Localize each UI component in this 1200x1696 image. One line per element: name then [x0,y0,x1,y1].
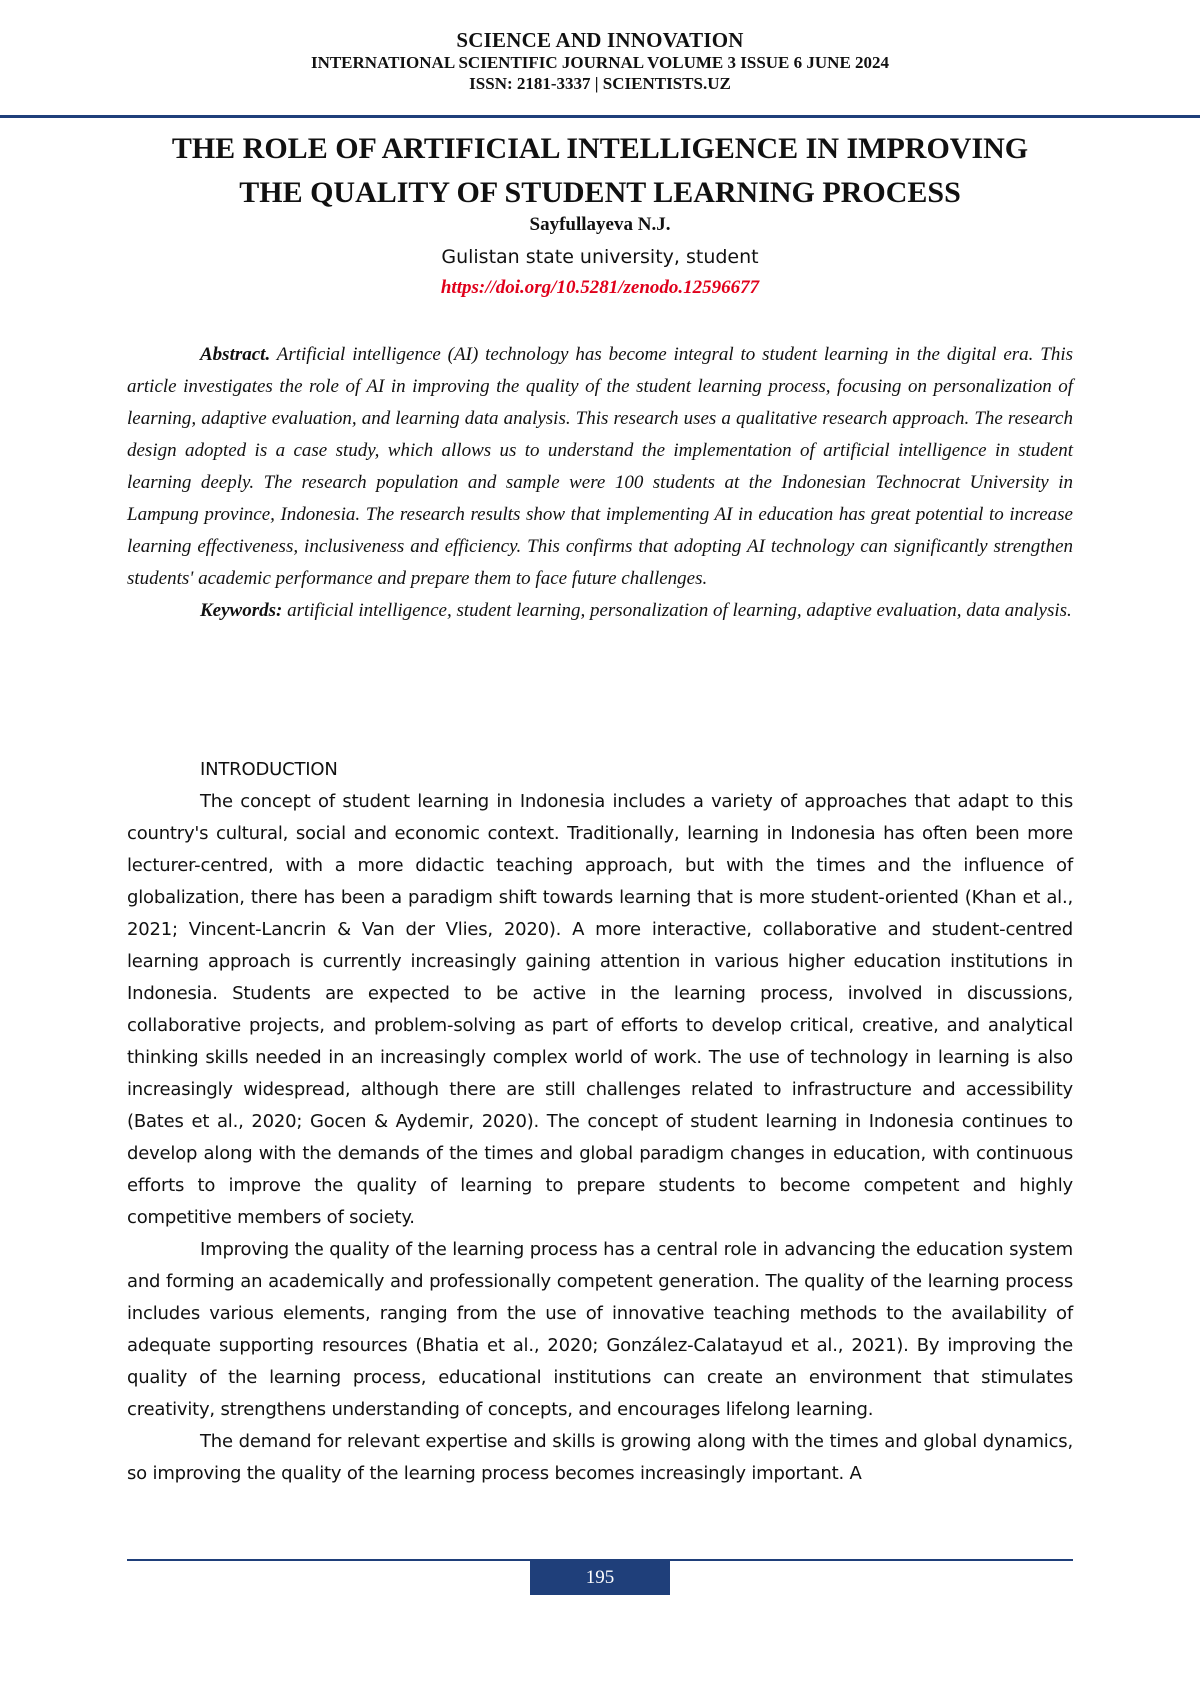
page-number: 195 [530,1561,670,1595]
author-name: Sayfullayeva N.J. [529,214,671,235]
journal-name: SCIENCE AND INNOVATION [456,28,744,52]
journal-issue: INTERNATIONAL SCIENTIFIC JOURNAL VOLUME 3 ISSUE 6 JUNE 2024 [310,53,890,72]
abstract-section [127,339,1073,627]
introduction-section [127,754,1073,1490]
abstract-text: Artificial intelligence (AI) technology has become integral to student learning in the digital era. This article investigates the role of AI in improving the quality of the student learning process, focusing on personalization of learning, adaptive evaluation, and learning data analysis. This research uses a qualitative research approach. The research design adopted is a case study, which allows us to understand the implementation of artificial intelligence in student learning deeply. The research population and sample were 100 students at the Indonesian Technocrat University in Lampung province, Indonesia. The research results show that implementing AI in education has great potential to increase learning effectiveness, inclusiveness and efficiency. This confirms that adopting AI technology can significantly strengthen students' academic performance and prepare them to face future challenges. [127,344,1073,589]
intro-paragraph-3: The demand for relevant expertise and skills is growing along with the times and global dynamics, so improving the quality of the learning process becomes increasingly important. A [127,1431,1073,1484]
abstract-paragraph [127,339,1073,595]
keywords-paragraph [127,595,1073,627]
article-title [0,127,1200,215]
journal-header [0,28,1200,94]
title-line-1: THE ROLE OF ARTIFICIAL INTELLIGENCE IN IMPROVING [171,132,1029,165]
intro-paragraph-2: Improving the quality of the learning process has a central role in advancing the education system and forming an academically and professionally competent generation. The quality of the learning process includes various elements, ranging from the use of innovative teaching methods to the availability of adequate supporting resources (Bhatia et al., 2020; González-Calatayud et al., 2021). By improving the quality of the learning process, educational institutions can create an environment that stimulates creativity, strengthens understanding of concepts, and encourages lifelong learning. [127,1239,1073,1420]
abstract-label: Abstract. [200,344,271,365]
doi-link[interactable]: https://doi.org/10.5281/zenodo.12596677 [440,277,760,298]
title-line-2: THE QUALITY OF STUDENT LEARNING PROCESS [239,176,961,209]
intro-paragraph-1: The concept of student learning in Indonesia includes a variety of approaches that adapt to this country's cultural, social and economic context. Traditionally, learning in Indonesia has often been more lecturer-centred, with a more didactic teaching approach, but with the times and the influence of globalization, there has been a paradigm shift towards learning that is more student-oriented (Khan et al., 2021; Vincent-Lancrin & Van der Vlies, 2020). A more interactive, collaborative and student-centred learning approach is currently increasingly gaining attention in various higher education institutions in Indonesia. Students are expected to be active in the learning process, involved in discussions, collaborative projects, and problem-solving as part of efforts to develop critical, creative, and analytical thinking skills needed in an increasingly complex world of work. The use of technology in learning is also increasingly widespread, although there are still challenges related to infrastructure and accessibility (Bates et al., 2020; Gocen & Aydemir, 2020). The concept of student learning in Indonesia continues to develop along with the demands of the times and global paradigm changes in education, with continuous efforts to improve the quality of learning to prepare students to become competent and highly competitive members of society. [127,791,1073,1228]
keywords-text: artificial intelligence, student learning, personalization of learning, adaptive evaluation, data analysis. [287,600,1072,621]
keywords-label: Keywords: [200,600,283,621]
introduction-heading: INTRODUCTION [200,759,338,780]
journal-issn: ISSN: 2181-3337 | SCIENTISTS.UZ [469,74,731,93]
header-divider [0,115,1200,118]
author-affiliation: Gulistan state university, student [441,246,759,268]
